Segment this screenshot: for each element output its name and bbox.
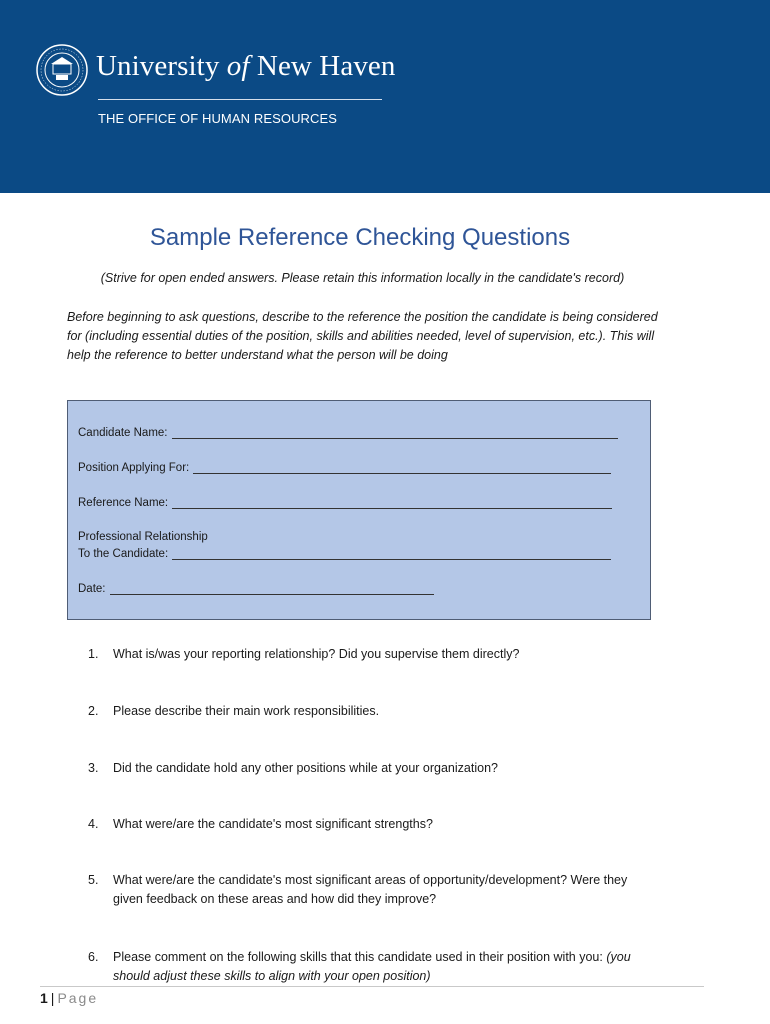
- relationship-field[interactable]: To the Candidate:: [78, 548, 611, 560]
- reference-name-line[interactable]: [172, 497, 612, 509]
- candidate-name-field[interactable]: Candidate Name:: [78, 427, 618, 439]
- page-footer: 1 | Page: [40, 990, 99, 1006]
- document-subtitle: (Strive for open ended answers. Please retain this information locally in the candidate's record): [100, 271, 625, 285]
- reference-name-field[interactable]: Reference Name:: [78, 497, 612, 509]
- header-banner: [0, 0, 770, 193]
- relationship-label: Professional Relationship: [78, 531, 208, 543]
- date-line[interactable]: [110, 583, 434, 595]
- position-line[interactable]: [193, 462, 611, 474]
- position-field[interactable]: Position Applying For:: [78, 462, 611, 474]
- header-divider: [98, 99, 382, 100]
- date-field[interactable]: Date:: [78, 583, 434, 595]
- relationship-line[interactable]: [172, 548, 611, 560]
- university-name: University of New Haven: [96, 50, 396, 82]
- office-name: THE OFFICE OF HUMAN RESOURCES: [98, 111, 338, 126]
- footer-divider: [40, 986, 704, 987]
- document-title: Sample Reference Checking Questions: [149, 224, 571, 251]
- page-number: 1: [40, 990, 48, 1006]
- candidate-name-line[interactable]: [172, 427, 618, 439]
- intro-paragraph: Before beginning to ask questions, describe to the reference the position the candidate is being considered for (including essential duties of the position, skills and abilities needed, level of supervision, etc.). This will help the reference to better understand what the person will be doing: [67, 310, 658, 362]
- candidate-info-box: [67, 400, 651, 620]
- university-seal-icon: [36, 44, 88, 96]
- page-label: Page: [57, 990, 99, 1006]
